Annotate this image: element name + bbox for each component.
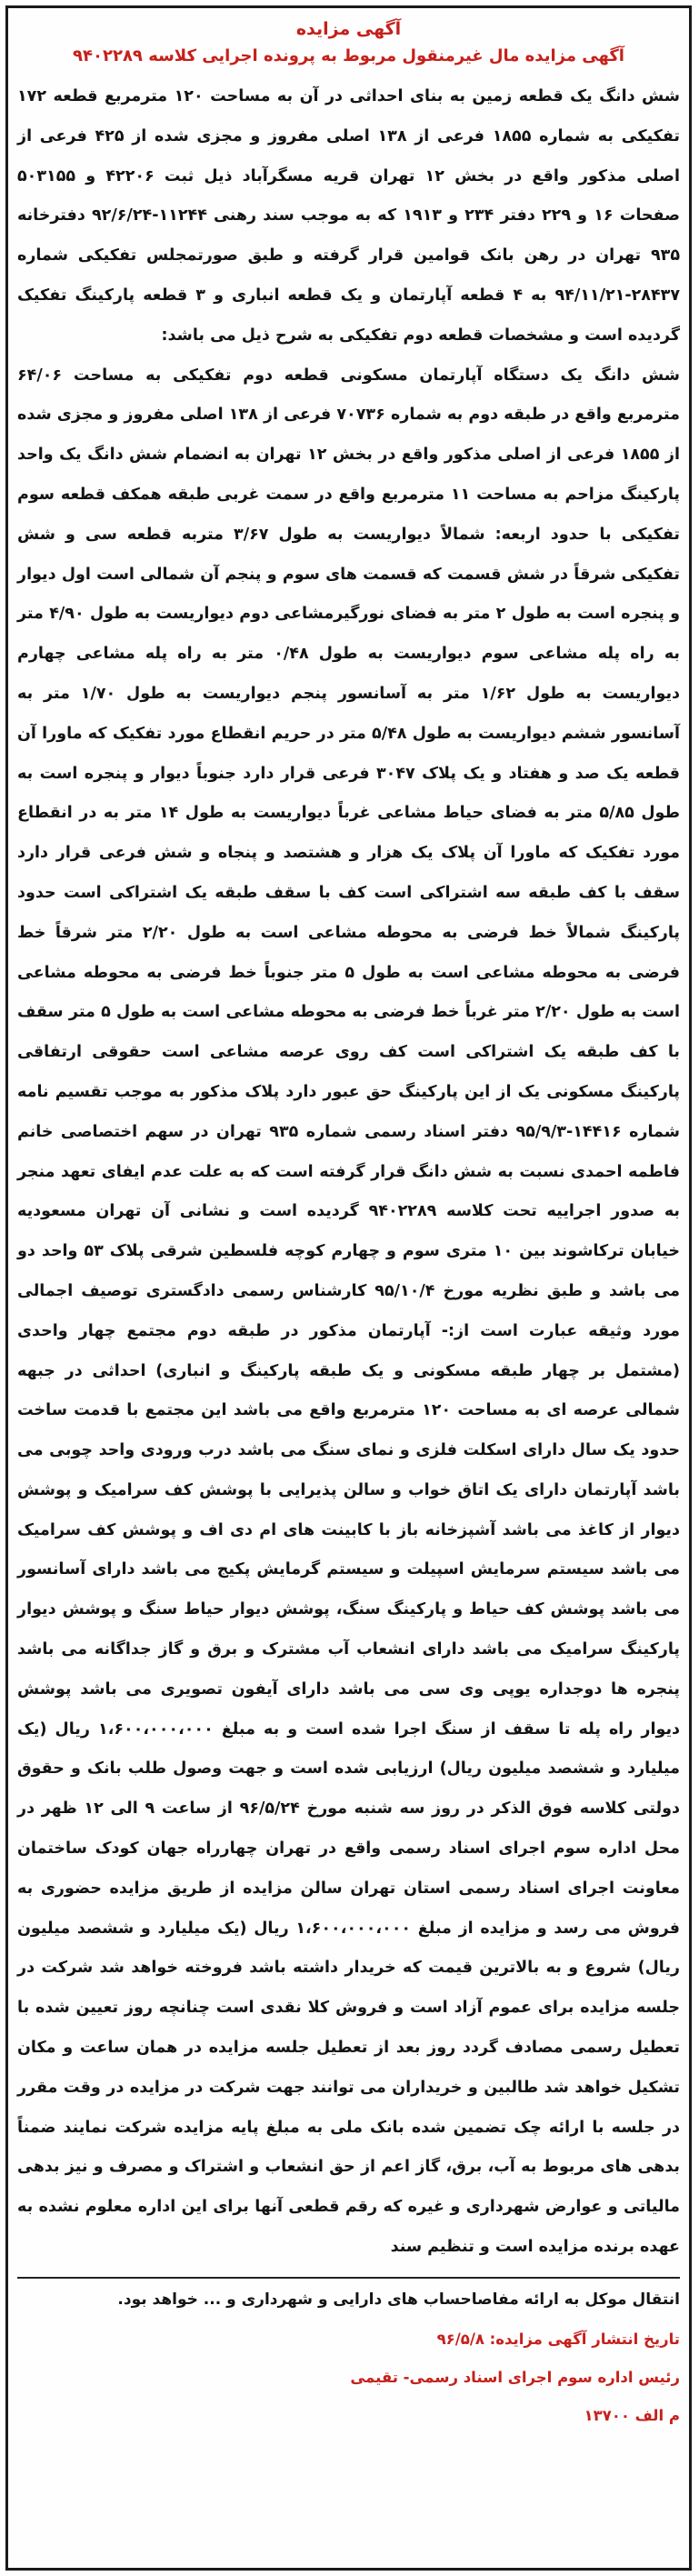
notice-subtitle: آگهی مزایده مال غیرمنقول مربوط به پرونده اجرایی کلاسه ۹۴۰۲۲۸۹ bbox=[73, 46, 624, 65]
notice-divider bbox=[17, 2277, 680, 2279]
notice-closing: انتقال موکل به ارائه مفاصاحساب های دارایی و شهرداری و ... خواهد بود. bbox=[117, 2290, 680, 2309]
notice-title: آگهی مزایده bbox=[295, 19, 402, 39]
notice-body bbox=[17, 77, 680, 2268]
notice-header bbox=[17, 15, 680, 70]
notice-paragraph-apartment: شش دانگ یک دستگاه آپارتمان مسکونی قطعه دوم تفکیکی به مساحت ۶۴/۰۶ مترمربع واقع در طبقه دوم به شماره ۷۰۷۳۶ فرعی از ۱۳۸ اصلی مفروز و مجزی شده از ۱۸۵۵ فرعی از اصلی مذکور واقع در بخش ۱۲ تهران به انضمام شش دانگ یک واحد پارکینگ مزاحم به مساحت ۱۱ مترمربع واقع در سمت غربی طبقه همکف قطعه سوم تفکیکی با حدود اربعه: شمالاً دیواریست به طول ۳/۶۷ متربه قطعه سی و شش تفکیکی شرقاً در شش قسمت که قسمت های سوم و پنجم آن شمالی است اول دیوار و پنجره است به طول ۲ متر به فضای نورگیرمشاعی دوم دیواریست به طول ۴/۹۰ متر به راه پله مشاعی سوم دیواریست به طول ۰/۴۸ متر به راه پله مشاعی چهارم دیواریست به طول ۱/۶۲ متر به آسانسور پنجم دیواریست به طول ۱/۷۰ متر به آسانسور ششم دیواریست به طول ۵/۴۸ متر در حریم انقطاع مورد تفکیک که ماورا آن قطعه یک صد و هفتاد و یک پلاک ۳۰۴۷ فرعی قرار دارد جنوباً دیوار و پنجره است به طول ۵/۸۵ متر به فضای حیاط مشاعی غرباً دیواریست به طول ۱۴ متر به در انقطاع مورد تفکیک که ماورا آن پلاک یک هزار و هشتصد و پنجاه و شش فرعی قرار دارد سقف با کف طبقه سه اشتراکی است کف با سقف طبقه یک اشتراکی است حدود پارکینگ شمالاً خط فرضی به محوطه مشاعی است به طول ۲/۲۰ متر شرقاً خط فرضی به محوطه مشاعی است به طول ۵ متر جنوباً خط فرضی به محوطه مشاعی است به طول ۲/۲۰ متر غرباً خط فرضی به محوطه مشاعی است به طول ۵ متر سقف با کف طبقه یک اشتراکی است کف روی عرصه مشاعی است حقوقی ارتفاقی پارکینگ مسکونی یک از این پارکینگ حق عبور دارد پلاک مذکور به موجب تقسیم نامه شماره ۱۴۴۱۶-۹۵/۹/۳ دفتر اسناد رسمی شماره ۹۳۵ تهران در سهم اختصاصی خانم فاطمه احمدی نسبت به شش دانگ قرار گرفته است که به علت عدم ایفای تعهد منجر به صدور اجراییه تحت کلاسه ۹۴۰۲۲۸۹ گردیده است و نشانی آن تهران مسعودیه خیابان ترکاشوند بین ۱۰ متری سوم و چهارم کوچه فلسطین شرقی پلاک ۵۳ واحد دو می باشد و طبق نظریه مورخ ۹۵/۱۰/۴ کارشناس رسمی دادگستری توصیف اجمالی مورد وثیقه عبارت است از:- آپارتمان مذکور در طبقه دوم مجتمع چهار واحدی (مشتمل بر چهار طبقه مسکونی و یک طبقه پارکینگ و انباری) احداثی در جبهه شمالی عرصه ای به مساحت ۱۲۰ مترمربع واقع می باشد این مجتمع با قدمت ساخت حدود یک سال دارای اسکلت فلزی و نمای سنگ می باشد درب ورودی واحد چوبی می باشد آپارتمان دارای یک اتاق خواب و سالن پذیرایی با پوشش کف سرامیک و پوشش دیوار از کاغذ می باشد آشپزخانه باز با کابینت های ام دی اف و پوشش کف سرامیک می باشد سیستم سرمایش اسپیلت و سیستم گرمایش پکیج می باشد دارای آسانسور می باشد پوشش کف حیاط و پارکینگ سنگ، پوشش دیوار حیاط سنگ و پوشش دیوار پارکینگ سرامیک می باشد دارای انشعاب آب مشترک و برق و گاز جداگانه می باشد پنجره ها دوجداره یوپی وی سی می باشد دارای آیفون تصویری می باشد پوشش دیوار راه پله تا سقف از سنگ اجرا شده است و به مبلغ ۱،۶۰۰،۰۰۰،۰۰۰ ریال (یک میلیارد و ششصد میلیون ریال) ارزیابی شده است و جهت وصول طلب بانک و حقوق دولتی کلاسه فوق الذکر در روز سه شنبه مورخ ۹۶/۵/۲۴ از ساعت ۹ الی ۱۲ ظهر در محل اداره سوم اجرای اسناد رسمی واقع در تهران چهارراه جهان کودک ساختمان معاونت اجرای اسناد رسمی استان تهران سالن مزایده از طریق مزایده حضوری به فروش می رسد و مزایده از مبلغ ۱،۶۰۰،۰۰۰،۰۰۰ ریال (یک میلیارد و ششصد میلیون ریال) شروع و به بالاترین قیمت که خریدار داشته باشد فروخته خواهد شد شرکت در جلسه مزایده برای عموم آزاد است و فروش کلا نقدی است چنانچه روز تعیین شده با تعطیل رسمی مصادف گردد روز بعد از تعطیل جلسه مزایده در همان ساعت و مکان تشکیل خواهد شد طالبین و خریداران می توانند جهت شرکت در مزایده در وقت مقرر در جلسه با ارائه چک تضمین شده بانک ملی به مبلغ پایه مزایده شرکت نمایند ضمناً بدهی های مربوط به آب، برق، گاز اعم از حق انشعاب و اشتراک و مصرف و نیز بدهی مالیاتی و عوارض شهرداری و غیره که رقم قطعی آنها برای این اداره معلوم نشده به عهده برنده مزایده است و تنظیم سند bbox=[17, 366, 681, 2257]
publish-date: تاریخ انتشار آگهی مزایده: ۹۶/۵/۸ bbox=[436, 2330, 680, 2348]
notice-content bbox=[17, 15, 680, 2561]
signature: رئیس اداره سوم اجرای اسناد رسمی- تقیمی bbox=[350, 2368, 680, 2386]
notice-footer bbox=[17, 2320, 680, 2435]
notice-paragraph-property: شش دانگ یک قطعه زمین به بنای احداثی در آن به مساحت ۱۲۰ مترمربع قطعه ۱۷۲ تفکیکی به شماره ۱۸۵۵ فرعی از ۱۳۸ اصلی مفروز و مجزی شده از ۴۲۵ فرعی از اصلی مذکور واقع در بخش ۱۲ تهران قریه مسگرآباد ذیل ثبت ۴۲۲۰۶ و ۵۰۳۱۵۵ صفحات ۱۶ و ۲۲۹ دفتر ۲۳۴ و ۱۹۱۳ که به موجب سند رهنی ۱۱۲۴۴-۹۲/۶/۲۴ دفترخانه ۹۳۵ تهران در رهن بانک قوامین قرار گرفته و طبق صورتمجلس تفکیکی شماره ۲۸۴۳۷-۹۴/۱۱/۲۱ به ۴ قطعه آپارتمان و یک قطعه انباری و ۳ قطعه پارکینگ تفکیک گردیده است و مشخصات قطعه دوم تفکیکی به شرح ذیل می باشد: bbox=[17, 87, 681, 345]
notice-frame bbox=[5, 5, 692, 2571]
reference-number: م الف ۱۳۷۰۰ bbox=[584, 2406, 680, 2424]
